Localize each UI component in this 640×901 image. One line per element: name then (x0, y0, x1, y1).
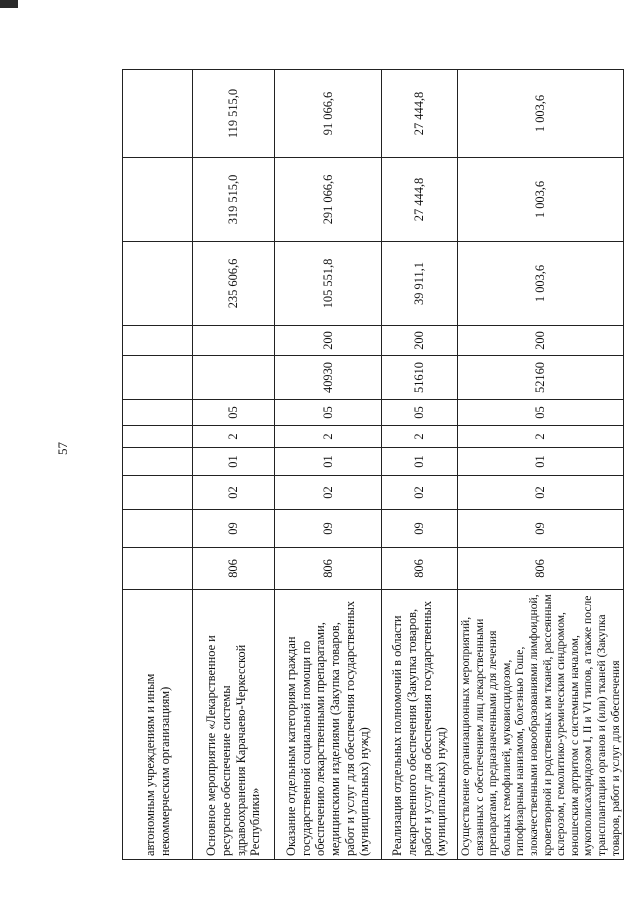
table-row (458, 70, 624, 860)
page-number: 57 (55, 442, 70, 455)
budget-table (122, 69, 624, 860)
cell-expense-type (193, 326, 275, 356)
cell-csr-direction: 52160 (458, 356, 624, 400)
cell-csr-event: 05 (382, 400, 458, 426)
cell-csr-event: 05 (458, 400, 624, 426)
cell-sum-3: 91 066,6 (275, 70, 382, 158)
cell-csr-event (123, 400, 193, 426)
cell-csr-program: 01 (458, 448, 624, 476)
cell-expense-type (123, 326, 193, 356)
cell-expense-type: 200 (382, 326, 458, 356)
cell-subsection: 02 (458, 476, 624, 510)
cell-csr-program: 01 (275, 448, 382, 476)
cell-sum-2 (123, 158, 193, 242)
cell-csr-program (123, 448, 193, 476)
table-row (123, 70, 193, 860)
cell-grbs: 806 (382, 548, 458, 590)
cell-sum-3: 119 515,0 (193, 70, 275, 158)
table-row (275, 70, 382, 860)
cell-csr-direction (123, 356, 193, 400)
cell-section: 09 (382, 510, 458, 548)
cell-expense-type: 200 (275, 326, 382, 356)
cell-sum-3: 1 003,6 (458, 70, 624, 158)
cell-sum-1: 105 551,8 (275, 242, 382, 326)
cell-grbs: 806 (193, 548, 275, 590)
cell-csr-subprogram: 2 (382, 426, 458, 448)
cell-section: 09 (193, 510, 275, 548)
cell-sum-3 (123, 70, 193, 158)
cell-subsection: 02 (193, 476, 275, 510)
table-row (382, 70, 458, 860)
row-name: Оказание отдельным категориям граждан государственной социальной помощи по обеспечению лекарственными препаратами, медицинскими изделиями (Закупка товаров, работ и услуг для обеспечения государственных (муниципальных) нужд) (275, 590, 382, 860)
row-name: Реализация отдельных полномочий в области лекарственного обеспечения (Закупка товаров, работ и услуг для обеспечения государственных (муниципальных) нужд) (382, 590, 458, 860)
cell-csr-subprogram: 2 (458, 426, 624, 448)
scan-corner-mark (0, 0, 18, 8)
cell-sum-1: 235 606,6 (193, 242, 275, 326)
cell-sum-1: 1 003,6 (458, 242, 624, 326)
cell-subsection: 02 (275, 476, 382, 510)
rotated-table-container (122, 70, 622, 860)
cell-csr-direction: 40930 (275, 356, 382, 400)
cell-section: 09 (458, 510, 624, 548)
cell-subsection: 02 (382, 476, 458, 510)
cell-sum-1: 39 911,1 (382, 242, 458, 326)
cell-grbs (123, 548, 193, 590)
cell-sum-2: 27 444,8 (382, 158, 458, 242)
cell-sum-1 (123, 242, 193, 326)
row-name: автономным учреждениям и иным некоммерческим организациям) (123, 590, 193, 860)
cell-section (123, 510, 193, 548)
cell-csr-subprogram (123, 426, 193, 448)
row-name: Основное мероприятие «Лекарственное и ресурсное обеспечение системы здравоохранения Карачаево-Черкесской Республики» (193, 590, 275, 860)
cell-sum-2: 1 003,6 (458, 158, 624, 242)
cell-csr-direction: 51610 (382, 356, 458, 400)
cell-expense-type: 200 (458, 326, 624, 356)
row-name: Осуществление организационных мероприятий, связанных с обеспечением лиц лекарственными препаратами, предназначенными для лечения больных гемофилией, муковисцидозом, гипофизарным нанизмом, болезнью Гоше, злокачественными новообразованиями лимфоидной, кроветворной и родственных им тканей, рассеянным склерозом, гемолитико-уремическим синдромом, юношеским артритом с системным началом, мукополисахаридозом I, II и VI типов, а также после трансплантации органов и (или) тканей (Закупка товаров, работ и услуг для обеспечения (458, 590, 624, 860)
cell-csr-event: 05 (275, 400, 382, 426)
cell-csr-subprogram: 2 (193, 426, 275, 448)
cell-sum-2: 319 515,0 (193, 158, 275, 242)
table-row (193, 70, 275, 860)
cell-csr-direction (193, 356, 275, 400)
cell-csr-program: 01 (382, 448, 458, 476)
cell-csr-subprogram: 2 (275, 426, 382, 448)
cell-csr-program: 01 (193, 448, 275, 476)
cell-sum-3: 27 444,8 (382, 70, 458, 158)
cell-section: 09 (275, 510, 382, 548)
cell-csr-event: 05 (193, 400, 275, 426)
cell-grbs: 806 (458, 548, 624, 590)
cell-sum-2: 291 066,6 (275, 158, 382, 242)
cell-subsection (123, 476, 193, 510)
cell-grbs: 806 (275, 548, 382, 590)
